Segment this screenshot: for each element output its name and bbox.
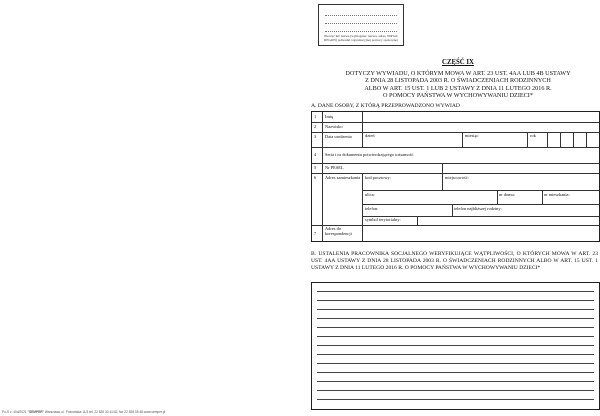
pesel-field[interactable] (364, 164, 600, 173)
phone-field[interactable] (365, 206, 451, 215)
month-label: miesiąc (465, 133, 479, 138)
stamp-dotted-line (325, 31, 397, 32)
column-divider (322, 112, 323, 241)
house-number-field[interactable] (499, 192, 541, 203)
writing-line (317, 354, 594, 355)
writing-line (317, 318, 594, 319)
pesel-label: Nr PESEL (325, 165, 344, 170)
writing-line (317, 390, 594, 391)
writing-line (317, 363, 594, 364)
personal-data-table (311, 111, 600, 242)
stamp-dotted-line (325, 23, 397, 24)
column-divider (462, 132, 463, 147)
subtitle-line: Z DNIA 28 LISTOPADA 2003 R. O ŚWIADCZENIACH RODZINNYCH (365, 77, 551, 85)
section-b-title: B. USTALENIA PRACOWNIKA SOCJALNEGO WERYFIKUJĄCE WĄTPLIWOŚCI, O KTÓRYCH MOWA W ART. 23 UST. 4AA USTAWY Z DNIA 28 LISTOPADA 2003 R. O ŚWIADCZENIACH RODZINNYCH ALBO W ART. 15 UST. 1 USTAWY Z DNIA 11 LUTEGO 2016 R. O POMOCY PAŃSTWA W WYCHOWYWANIU DZIECI* (311, 251, 598, 271)
territory-symbol-label: symbol terytorialny: (365, 217, 401, 222)
writing-line (317, 345, 594, 346)
column-divider (542, 190, 543, 204)
row-number: 2 (314, 124, 317, 129)
subtitle-line: DOTYCZY WYWIADU, O KTÓRYM MOWA W ART. 23 UST. 4AA LUB 4B USTAWY (345, 70, 571, 77)
first-name-field[interactable] (364, 113, 600, 122)
flat-number-field[interactable] (544, 192, 599, 203)
column-divider (417, 216, 418, 225)
birth-year-field[interactable] (530, 133, 546, 146)
part-subtitle (320, 70, 596, 100)
digit-box-divider (560, 132, 561, 147)
birth-day-field[interactable] (365, 133, 461, 146)
column-divider (362, 122, 363, 132)
column-divider (442, 173, 443, 190)
row-number: 6 (314, 175, 317, 180)
writing-line (317, 381, 594, 382)
print-footer (2, 410, 298, 414)
stamp-box[interactable] (318, 4, 404, 46)
postal-code-label: kod pocztowy: (365, 175, 391, 180)
writing-line (317, 399, 594, 400)
column-divider (497, 190, 498, 204)
correspondence-address-field[interactable] (364, 226, 600, 241)
findings-writing-area[interactable] (311, 282, 600, 410)
writing-line (317, 300, 594, 301)
day-label: dzień (365, 133, 375, 138)
column-divider (527, 132, 528, 147)
part-title: CZĘŚĆ IX (442, 59, 474, 66)
row-divider (312, 173, 599, 174)
row-number: 1 (314, 114, 317, 119)
city-label: miejscowość: (445, 175, 469, 180)
id-document-field[interactable] (442, 148, 600, 163)
writing-line (317, 336, 594, 337)
row-number: 5 (314, 165, 317, 170)
subtitle-line: O POMOCY PAŃSTWA W WYCHOWYWANIU DZIECI* (383, 92, 533, 100)
footer-publisher: "SEMPER" (27, 410, 45, 414)
row-divider (362, 190, 599, 191)
stamp-dotted-line (325, 15, 397, 16)
year-label: rok (530, 133, 536, 138)
house-number-label: nr domu: (499, 192, 515, 197)
row-number: 4 (314, 152, 317, 157)
street-label: ulica: (365, 192, 375, 197)
territory-symbol-field[interactable] (365, 217, 416, 225)
subtitle-line: ALBO W ART. 15 UST. 1 LUB 2 USTAWY Z DNIA 11 LUTEGO 2016 R. (364, 84, 552, 92)
correspondence-address-label: Adres do korespondencji (325, 226, 352, 236)
phone-label: telefon: (365, 206, 379, 211)
residence-address-label: Adres zamieszkania (325, 175, 361, 180)
family-phone-label: telefon najbliższej rodziny: (454, 206, 502, 211)
column-divider (452, 204, 453, 216)
family-phone-field[interactable] (454, 206, 599, 215)
last-name-field[interactable] (364, 123, 600, 132)
row-number: 7 (314, 231, 317, 236)
digit-box-divider (586, 132, 587, 147)
section-a-title: A. DANE OSOBY, Z KTÓRĄ PRZEPROWADZONO WYWIAD (311, 103, 460, 109)
postal-code-field[interactable] (365, 175, 441, 189)
column-divider (362, 112, 363, 122)
writing-line (317, 327, 594, 328)
footer-code: Pu-S z. 40d/2021 (2, 410, 27, 414)
writing-line (317, 309, 594, 310)
city-field[interactable] (445, 175, 599, 189)
id-document-label: Seria i nr dokumentu potwierdzającego tożsamość (325, 152, 414, 157)
footer-details: Warszawa, ul. Poznańska 11/3 tel. 22 828 30 41/42, fax 22 828 35 48 www.semper.pl (44, 410, 166, 414)
street-field[interactable] (365, 192, 496, 203)
stamp-caption: Pieczęć lub nazwa (wymagane: nazwa, adres, NIP lub REGON) jednostki organizacyjnej pomocy społecznej (324, 34, 398, 43)
digit-box-divider (573, 132, 574, 147)
digit-box-divider (547, 132, 548, 147)
birth-date-label: Data urodzenia (325, 134, 352, 139)
writing-line (317, 372, 594, 373)
column-divider (362, 132, 363, 147)
row-number: 3 (314, 134, 317, 139)
first-name-label: Imię (325, 114, 334, 119)
writing-line (317, 291, 594, 292)
birth-month-field[interactable] (465, 133, 526, 146)
column-divider (362, 173, 363, 241)
last-name-label: Nazwisko (325, 124, 343, 129)
row-divider (362, 204, 599, 205)
flat-number-label: nr mieszkania: (544, 192, 570, 197)
